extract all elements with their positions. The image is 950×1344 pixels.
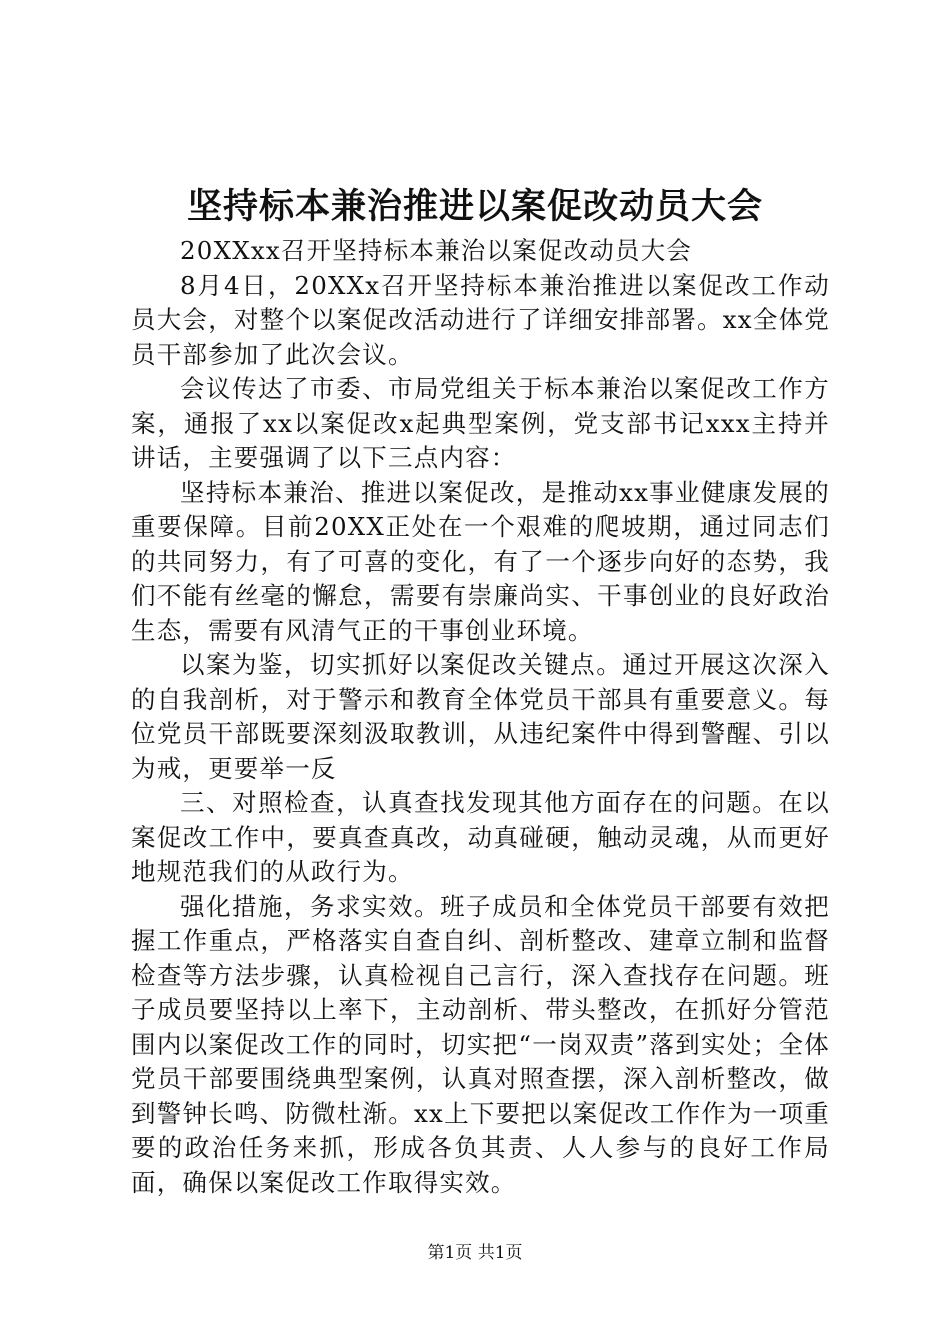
paragraph-5: 以案为鉴，切实抓好以案促改关键点。通过开展这次深入的自我剖析，对于警示和教育全体党员干部具有重要意义。每位党员干部既要深刻汲取教训，从违纪案件中得到警醒、引以为戒，更要举一反	[131, 650, 830, 783]
paragraph-6: 三、对照检查，认真查找发现其他方面存在的问题。在以案促改工作中，要真查真改，动真碰硬，触动灵魂，从而更好地规范我们的从政行为。	[131, 788, 830, 886]
paragraph-3: 会议传达了市委、市局党组关于标本兼治以案促改工作方案，通报了xx以案促改x起典型案例，党支部书记xxx主持并讲话，主要强调了以下三点内容：	[131, 374, 830, 472]
paragraph-7: 强化措施，务求实效。班子成员和全体党员干部要有效把握工作重点，严格落实自查自纠、剖析整改、建章立制和监督检查等方法步骤，认真检视自己言行，深入查找存在问题。班子成员要坚持以上率下，主动剖析、带头整改，在抓好分管范围内以案促改工作的同时，切实把“一岗双责”落到实处；全体党员干部要围绕典型案例，认真对照查摆，深入剖析整改，做到警钟长鸣、防微杜渐。xx上下要把以案促改工作作为一项重要的政治任务来抓，形成各负其责、人人参与的良好工作局面，确保以案促改工作取得实效。	[131, 891, 830, 1197]
document-body	[131, 234, 830, 1200]
document-title: 坚持标本兼治推进以案促改动员大会	[186, 186, 763, 227]
paragraph-1: 20XXxx召开坚持标本兼治以案促改动员大会	[180, 236, 693, 265]
paragraph-2: 8月4日，20XXx召开坚持标本兼治推进以案促改工作动员大会，对整个以案促改活动进行了详细安排部署。xx全体党员干部参加了此次会议。	[131, 270, 830, 369]
paragraph-4: 坚持标本兼治、推进以案促改，是推动xx事业健康发展的重要保障。目前20XX正处在一个艰难的爬坡期，通过同志们的共同努力，有了可喜的变化，有了一个逐步向好的态势，我们不能有丝毫的懈怠，需要有崇廉尚实、干事创业的良好政治生态，需要有风清气正的干事创业环境。	[131, 477, 830, 645]
page-footer: 第1页 共1页	[427, 1243, 523, 1263]
